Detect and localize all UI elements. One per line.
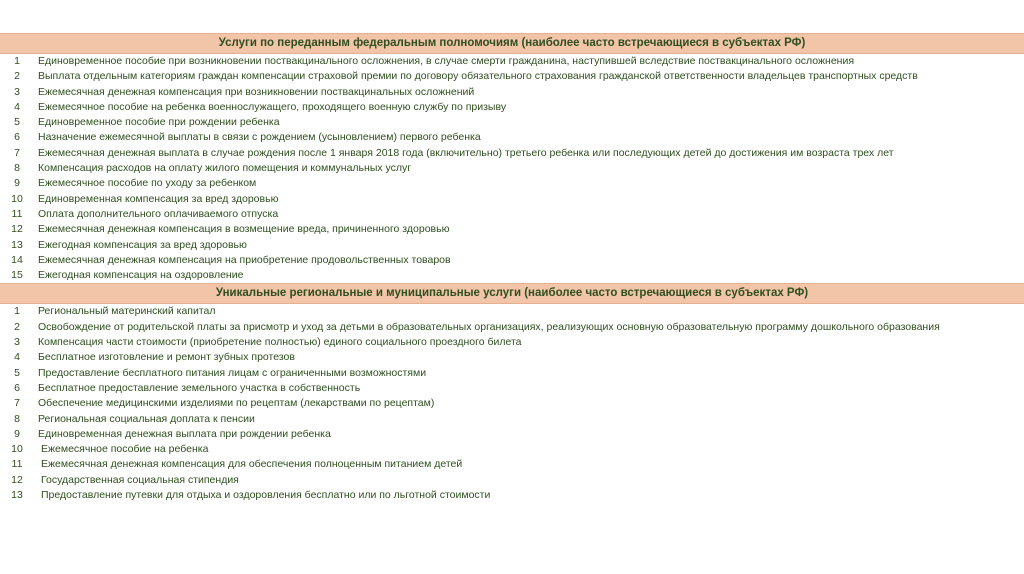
item-number: 12: [11, 473, 23, 486]
list-item: [0, 366, 1024, 381]
item-number: 1: [14, 55, 20, 67]
item-number: 8: [14, 162, 20, 175]
item-number: 7: [14, 146, 20, 159]
item-text: Единовременное пособие при возникновении поствакцинального осложнения, в случае смерти гражданина, наступившей вследствие поствакцинального осложнения: [38, 55, 855, 67]
list-item: [0, 207, 1024, 222]
list-item: [0, 54, 1024, 69]
regional-services-list: [0, 304, 1024, 503]
item-text: Ежемесячная денежная компенсация для обеспечения полноценным питанием детей: [41, 458, 463, 471]
list-item: [0, 457, 1024, 472]
list-item: [0, 350, 1024, 365]
list-item: [0, 238, 1024, 253]
list-item: [0, 253, 1024, 268]
item-number: 8: [14, 412, 20, 425]
federal-services-list: [0, 54, 1024, 283]
item-number: 10: [11, 443, 23, 456]
section-header-regional: Уникальные региональные и муниципальные услуги (наиболее часто встречающиеся в субъектах РФ): [0, 283, 1024, 304]
item-number: 12: [11, 223, 23, 236]
item-text: Бесплатное предоставление земельного участка в собственность: [38, 381, 361, 394]
item-number: 1: [14, 305, 20, 318]
item-number: 15: [11, 269, 23, 282]
list-item: [0, 69, 1024, 84]
item-text: Ежемесячное пособие на ребенка военнослужащего, проходящего военную службу по призыву: [38, 100, 507, 113]
list-item: [0, 161, 1024, 176]
item-text: Выплата отдельным категориям граждан компенсации страховой премии по договору обязательного страхования гражданской ответственности владельцев транспортных средств: [38, 70, 918, 83]
item-number: 9: [14, 427, 20, 440]
item-number: 2: [14, 320, 20, 333]
item-text: Оплата дополнительного оплачиваемого отпуска: [38, 207, 279, 220]
item-text: Государственная социальная стипендия: [41, 473, 239, 486]
item-number: 11: [11, 207, 23, 220]
item-number: 10: [11, 192, 23, 205]
list-item: [0, 427, 1024, 442]
item-text: Ежемесячная денежная компенсация в возмещение вреда, причиненного здоровью: [38, 223, 450, 236]
item-text: Единовременное пособие при рождении ребенка: [38, 116, 280, 129]
list-item: [0, 473, 1024, 488]
item-number: 13: [11, 489, 23, 502]
item-number: 4: [14, 351, 20, 364]
item-number: 4: [14, 100, 20, 113]
item-text: Единовременная денежная выплата при рождении ребенка: [38, 427, 331, 440]
list-item: [0, 442, 1024, 457]
item-text: Ежемесячное пособие по уходу за ребенком: [38, 177, 257, 190]
list-item: [0, 115, 1024, 130]
list-item: [0, 130, 1024, 145]
item-text: Компенсация части стоимости (приобретение полностью) единого социального проездного билета: [38, 336, 522, 349]
item-text: Единовременная компенсация за вред здоровью: [38, 192, 279, 205]
item-text: Назначение ежемесячной выплаты в связи с рождением (усыновлением) первого ребенка: [38, 131, 481, 144]
item-number: 6: [14, 131, 20, 144]
item-text: Региональная социальная доплата к пенсии: [38, 412, 255, 425]
list-item: [0, 192, 1024, 207]
list-item: [0, 381, 1024, 396]
item-number: 6: [14, 381, 20, 394]
item-text: Ежемесячное пособие на ребенка: [41, 443, 209, 456]
item-text: Компенсация расходов на оплату жилого помещения и коммунальных услуг: [38, 162, 412, 175]
list-item: [0, 268, 1024, 283]
list-item: [0, 146, 1024, 161]
list-item: [0, 85, 1024, 100]
item-number: 3: [14, 336, 20, 349]
item-text: Бесплатное изготовление и ремонт зубных протезов: [38, 351, 295, 364]
item-number: 9: [14, 177, 20, 190]
item-text: Ежемесячная денежная компенсация при возникновении поствакцинальных осложнений: [38, 85, 475, 98]
item-number: 13: [11, 238, 23, 251]
item-number: 2: [14, 70, 20, 83]
item-number: 5: [14, 366, 20, 379]
item-text: Ежегодная компенсация за вред здоровью: [38, 238, 247, 251]
item-number: 7: [14, 397, 20, 410]
list-item: [0, 488, 1024, 503]
item-text: Освобождение от родительской платы за присмотр и уход за детьми в образовательных организациях, реализующих основную образовательную программу дошкольного образования: [38, 320, 940, 333]
section-header-federal: Услуги по переданным федеральным полномочиям (наиболее часто встречающиеся в субъектах РФ): [0, 33, 1024, 54]
item-text: Предоставление путевки для отдыха и оздоровления бесплатно или по льготной стоимости: [41, 489, 491, 502]
item-text: Ежемесячная денежная выплата в случае рождения после 1 января 2018 года (включительно) третьего ребенка или последующих детей до достижения им возраста трех лет: [38, 146, 894, 159]
item-text: Ежемесячная денежная компенсация на приобретение продовольственных товаров: [38, 253, 451, 266]
item-text: Обеспечение медицинскими изделиями по рецептам (лекарствами по рецептам): [38, 397, 435, 410]
document-table: [0, 33, 1024, 503]
item-number: 11: [11, 458, 23, 471]
list-item: [0, 396, 1024, 411]
list-item: [0, 176, 1024, 191]
list-item: [0, 304, 1024, 319]
item-text: Предоставление бесплатного питания лицам с ограниченными возможностями: [38, 366, 427, 379]
item-text: Региональный материнский капитал: [38, 305, 216, 318]
item-number: 3: [14, 85, 20, 98]
list-item: [0, 222, 1024, 237]
item-text: Ежегодная компенсация на оздоровление: [38, 269, 244, 282]
list-item: [0, 412, 1024, 427]
item-number: 14: [11, 253, 23, 266]
list-item: [0, 100, 1024, 115]
item-number: 5: [14, 116, 20, 129]
list-item: [0, 320, 1024, 335]
list-item: [0, 335, 1024, 350]
